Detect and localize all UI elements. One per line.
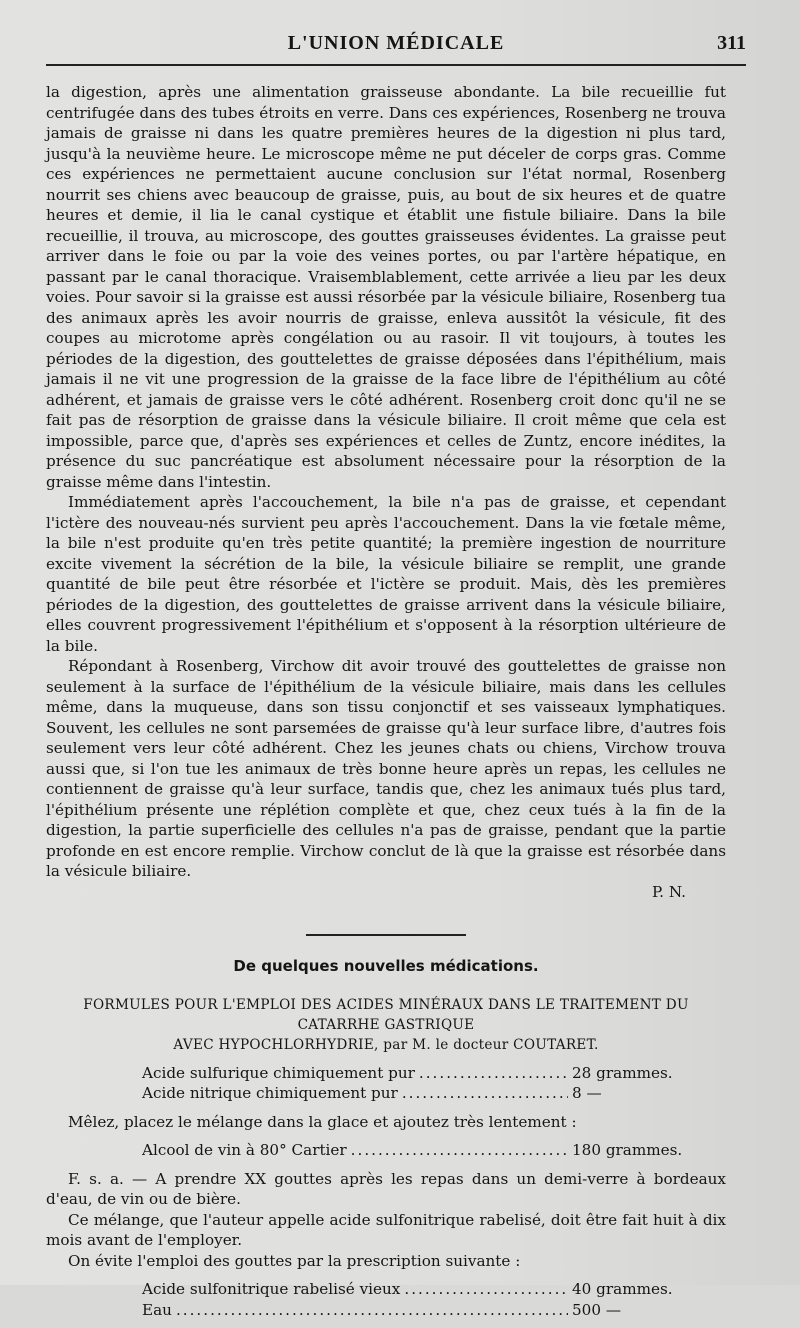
ingredient: Alcool de vin à 80° Cartier xyxy=(142,1141,347,1159)
formula-line xyxy=(142,1279,682,1300)
quantity: 8 — xyxy=(572,1084,602,1102)
section-subtitle-line-1: FORMULES POUR L'EMPLOI DES ACIDES MINÉRAUX DANS LE TRAITEMENT DU CATARRHE GASTRIQUE xyxy=(83,996,689,1033)
ingredient: Acide sulfonitrique rabelisé vieux xyxy=(142,1280,401,1298)
ingredient: Acide sulfurique chimiquement pur xyxy=(142,1063,415,1082)
preparation-paragraph: Ce mélange, que l'auteur appelle acide sulfonitrique rabelisé, doit être fait huit à dix mois avant de l'employer. xyxy=(46,1210,726,1249)
quantity: 180 grammes. xyxy=(572,1141,683,1159)
formula-line xyxy=(142,1300,682,1321)
formula-line xyxy=(142,1140,682,1161)
alternative-paragraph: On évite l'emploi des gouttes par la prescription suivante : xyxy=(68,1251,521,1270)
quantity: 500 — xyxy=(572,1300,622,1319)
formula-line xyxy=(142,1063,682,1084)
paragraph-1: la digestion, après une alimentation graisseuse abondante. La bile recueillie fut centrifugée dans des tubes étroits en verre. Dans ces expériences, Rosenberg ne trouva jamais de graisse ni dans les quatre premières heures de la digestion ni plus tard, jusqu'à la neuvième heure. Le microscope même ne put déceler de corps gras. Comme ces expériences ne permettaient aucune conclusion sur l'état normal, Rosenberg nourrit ses chiens avec beaucoup de graisse, puis, au bout de six heures et de quatre heures et demie, il lia le canal cystique et établit une fistule biliaire. Dans la bile recueillie, il trouva, au microscope, des gouttes graisseuses évidentes. La graisse peut arriver dans le foie ou par la voie des veines portes, ou par l'artère hépatique, en passant par le canal thoracique. Vraisemblablement, cette arrivée a lieu par les deux voies. Pour savoir si la graisse est aussi résorbée par la vésicule biliaire, Rosenberg tua des animaux après les avoir nourris de graisse, enleva aussitôt la vésicule, fit des coupes au microtome après congélation ou au rasoir. Il vit toujours, à toutes les périodes de la digestion, des gouttelettes de graisse déposées dans l'épithélium, mais jamais il ne vit une progression de la graisse de la face libre de l'épithélium au côté adhérent, et jamais de graisse vers le côté adhérent. Rosenberg croit donc qu'il ne se fait pas de résorption de graisse dans la vésicule biliaire. Il croit même que cela est impossible, parce que, d'après ses expériences et celles de Zuntz, encore inédites, la présence du suc pancréatique est absolument nécessaire pour la résorption de la graisse même dans l'intestin. xyxy=(46,83,726,491)
quantity: 40 grammes. xyxy=(572,1280,673,1298)
section-title: De quelques nouvelles médications. xyxy=(233,957,539,975)
author-signature: P. N. xyxy=(652,882,686,901)
paragraph-2: Immédiatement après l'accouchement, la bile n'a pas de graisse, et cependant l'ictère des nouveau-nés survient peu après l'accouchement. Dans la vie fœtale même, la bile n'est produite qu'en très petite quantité; la première ingestion de nourriture excite vivement la sécrétion de la bile, la vésicule biliaire se remplit, une grande quantité de bile peut être résorbée et l'ictère se produit. Mais, dès les premières périodes de la digestion, des gouttelettes de graisse arrivent dans la vésicule biliaire, elles couvrent progressivement l'épithélium et s'opposent à la résorption ultérieure de la bile. xyxy=(46,493,726,655)
ingredient: Eau xyxy=(142,1300,172,1319)
page-number: 311 xyxy=(717,32,746,54)
page-header xyxy=(46,30,746,60)
running-title: L'UNION MÉDICALE xyxy=(287,32,505,54)
quantity: 28 grammes. xyxy=(572,1063,673,1082)
leader-dots xyxy=(402,1083,568,1104)
article-body xyxy=(46,82,726,1328)
leader-dots xyxy=(351,1140,568,1161)
header-rule xyxy=(46,64,746,66)
dosage-paragraph: F. s. a. — A prendre XX gouttes après les repas dans un demi-verre à bordeaux d'eau, de vin ou de bière. xyxy=(46,1169,726,1208)
leader-dots xyxy=(419,1063,568,1084)
section-divider xyxy=(306,934,466,936)
leader-dots xyxy=(176,1300,568,1321)
paragraph-3: Répondant à Rosenberg, Virchow dit avoir trouvé des gouttelettes de graisse non seulement à la surface de l'épithélium de la vésicule biliaire, mais dans les cellules même, dans la muqueuse, dans son tissu conjonctif et ses vaisseaux lymphatiques. Souvent, les cellules ne sont parsemées de graisse qu'à leur surface libre, d'autres fois seulement vers leur côté adhérent. Chez les jeunes chats ou chiens, Virchow trouva aussi que, si l'on tue les animaux de très bonne heure après un repas, les cellules ne contiennent de graisse qu'à leur surface, tandis que, chez les animaux tués plus tard, l'épithélium présente une réplétion complète et que, chez ceux tués à la fin de la digestion, la partie superficielle des cellules n'a pas de graisse, pendant que la partie profonde en est encore remplie. Virchow conclut de là que la graisse est résorbée dans la vésicule biliaire. xyxy=(46,657,726,880)
formula-line xyxy=(142,1083,682,1104)
leader-dots xyxy=(404,1279,568,1300)
ingredient: Acide nitrique chimiquement pur xyxy=(142,1084,398,1102)
instruction-paragraph: Mêlez, placez le mélange dans la glace et ajoutez très lentement : xyxy=(68,1112,577,1131)
formula-3 xyxy=(142,1279,682,1320)
formula-1 xyxy=(142,1063,682,1104)
section-subtitle-line-2: AVEC HYPOCHLORHYDRIE, par M. le docteur COUTARET. xyxy=(173,1036,599,1053)
formula-2 xyxy=(142,1140,682,1161)
